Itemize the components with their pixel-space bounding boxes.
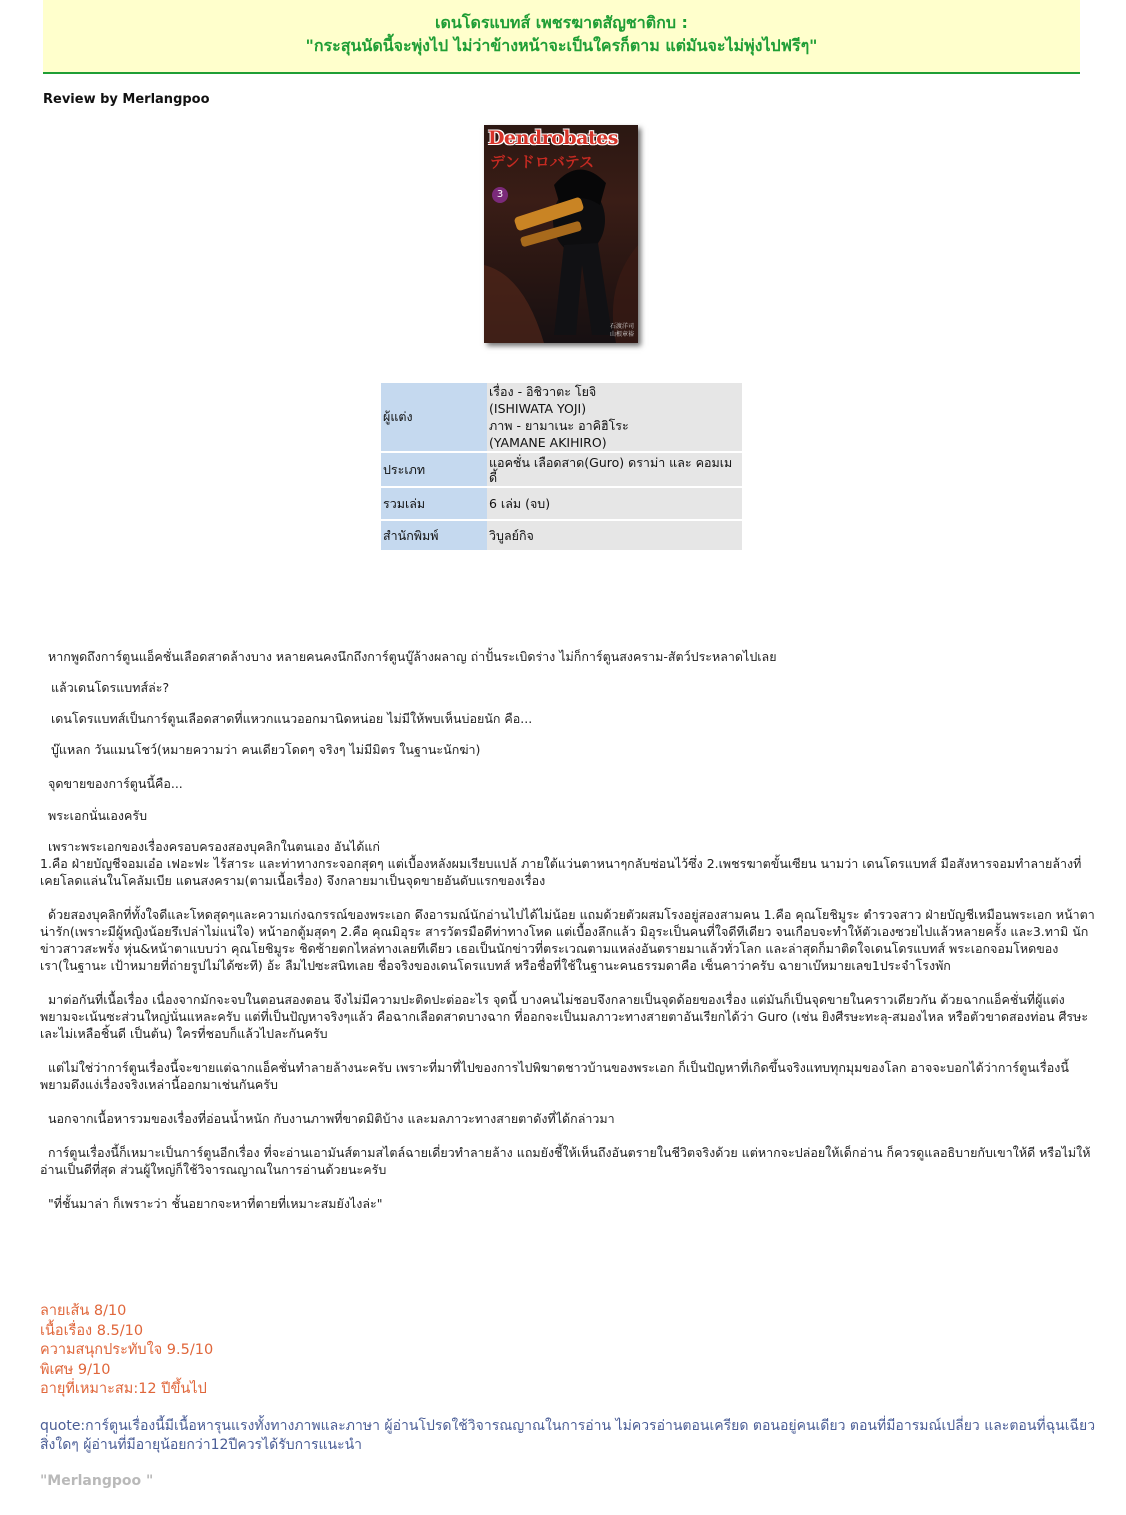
info-label-publisher: สำนักพิมพ์ [381,521,487,550]
info-row-volumes [381,488,742,519]
info-value-author [487,383,742,451]
review-paragraph: บู๊แหลก วันแมนโชว์(หมายความว่า คนเดียวโดดๆ จริงๆ ไม่มีมิตร ในฐานะนักฆ่า) [51,742,481,757]
review-author: Review by Merlangpoo [43,92,210,107]
rating-age: อายุที่เหมาะสม:12 ปีขึ้นไป [40,1381,207,1397]
info-value-publisher: วิบูลย์กิจ [487,521,742,550]
review-paragraph: เพราะพระเอกของเรื่องครอบครองสองบุคลิกในตนเอง อันได้แก่ [48,839,380,854]
info-row-genre [381,453,742,486]
rating-line-art: ลายเส้น 8/10 [40,1303,127,1319]
review-closing-quote: "ที่ชั้นมาล่า ก็เพราะว่า ชั้นอยากจะหาที่ตายที่เหมาะสมยังไงล่ะ" [48,1196,383,1211]
review-body [40,648,1095,1212]
author-line: (ISHIWATA YOJI) [489,401,587,416]
review-paragraph: เดนโดรแบทส์เป็นการ์ตูนเลือดสาดที่แหวกแนวออกมานิดหน่อย ไม่มีให้พบเห็นบ่อยนัก คือ... [51,711,533,726]
rating-story: เนื้อเรื่อง 8.5/10 [40,1322,144,1339]
warning-quote: quote:การ์ตูนเรื่องนี้มีเนื้อหารุนแรงทั้งทางภาพและภาษา ผู้อ่านโปรดใช้วิจารณญาณในการอ่าน ไม่ควรอ่านตอนเครียด ตอนอยู่คนเดียว ตอนที่มีอารมณ์เปลี่ยว และตอนที่ฉุนเฉียวสิ่งใดๆ ผู้อ่านที่มีอายุน้อยกว่า12ปีควรได้รับการแนะนำ [40,1418,1096,1453]
cover-title: Dendrobates [488,127,619,149]
review-paragraph: แต่ไม่ใช่ว่าการ์ตูนเรื่องนี้จะขายแต่ฉากแอ็คชั่นทำลายล้างนะครับ เพราะที่มาที่ไปของการไปพิฆาตชาวบ้านของพระเอก ก็เป็นปัญหาที่เกิดขึ้นจริงแทบทุกมุมของโลก อาจจะบอกได้ว่าการ์ตูนเรื่องนี้พยามดึงแง่เรื่องจริงเหล่านี้ออกมาเช่นกันครับ [40,1060,1069,1092]
rating-special: พิเศษ 9/10 [40,1361,111,1378]
review-paragraph: 1.คือ ฝ่ายบัญชีจอมเอ๋อ เฟอะฟะ ไร้สาระ และท่าทางกระจอกสุดๆ แต่เบื้องหลังผมเรียบแปล้ ภายใต้แว่นตาหนาๆกลับซ่อนไว้ซึ่ง 2.เพชรฆาตขั้นเซียน นามว่า เดนโดรแบทส์ มือสังหารจอมทำลายล้างที่เคยโลดแล่นในโคลัมเบีย แดนสงคราม(ตามเนื้อเรื่อง) จึงกลายมาเป็นจุดขายอันดับแรกของเรื่อง [40,856,1082,888]
review-paragraph: หากพูดถึงการ์ตูนแอ็คชั่นเลือดสาดล้างบาง หลายคนคงนึกถึงการ์ตูนบู๊ล้างผลาญ ถ่าปั้นระเบิดร่าง ไม่ก็การ์ตูนสงคราม-สัตว์ประหลาดไปเลย [48,649,777,664]
review-paragraph: การ์ตูนเรื่องนี้ก็เหมาะเป็นการ์ตูนอีกเรื่อง ที่จะอ่านเอามันส์ตามสไตล์ฉายเดี่ยวทำลายล้าง แถมยังชี้ให้เห็นถึงอันตรายในชีวิตจริงด้วย แต่หากจะปล่อยให้เด็กอ่าน ก็ควรดูแลอธิบายกับเขาให้ดี หรือไม่ให้อ่านเป็นดีที่สุด ส่วนผู้ใหญ่ก็ใช้วิจารณญาณในการอ่านด้วยนะครับ [40,1145,1091,1177]
info-row-publisher [381,521,742,550]
page-tagline: "กระสุนนัดนี้จะพุ่งไป ไม่ว่าข้างหน้าจะเป็นใครก็ตาม แต่มันจะไม่พุ่งไปฟรีๆ" [305,36,818,55]
cover-image [484,125,638,343]
review-paragraph: พระเอกนั่นเองครับ [48,808,147,823]
info-row-author [381,383,742,451]
page-header [43,0,1080,74]
review-paragraph: จุดขายของการ์ตูนนี้คือ... [48,776,183,791]
author-line: ภาพ - ยามาเนะ อาคิฮิโระ [489,418,629,433]
info-value-volumes: 6 เล่ม (จบ) [487,488,742,519]
author-line: เรื่อง - อิชิวาตะ โยจิ [489,384,597,399]
ratings-block [40,1302,213,1400]
review-paragraph: นอกจากเนื้อหารวมของเรื่องที่อ่อนน้ำหนัก กับงานภาพที่ขาดมิติบ้าง และมลภาวะทางสายตาดังที่ได้กล่าวมา [48,1111,615,1126]
page-title: เดนโดรแบทส์ เพชรฆาตสัญชาติกบ : [435,13,688,32]
cover-credits [590,323,634,339]
cover-volume-badge: 3 [492,187,508,203]
info-value-genre: แอคชั่น เลือดสาด(Guro) ดราม่า และ คอมเมดี้ [487,453,742,486]
cover-credit-artist: 山根章裕 [609,331,634,338]
cover-subtitle: デンドロバテス [490,153,595,171]
info-table [381,381,742,552]
review-paragraph: มาต่อกันที่เนื้อเรื่อง เนื่องจากมักจะจบในตอนสองตอน จึงไม่มีความปะติดปะต่ออะไร จุดนี้ บางคนไม่ชอบจึงกลายเป็นจุดด้อยของเรื่อง แต่มันก็เป็นจุดขายในคราวเดียวกัน ด้วยฉากแอ็คชั่นที่ผู้แต่งพยามจะเน้นซะส่วนใหญ่นั่นแหละครับ แต่ที่เป็นปัญหาจริงๆแล้ว คือฉากเลือดสาดบางฉาก ที่ออกจะเป็นมลภาวะทางสายตาอันเรียกได้ว่า Guro (เช่น ยิงศีรษะทะลุ-สมองไหล หรือตัวขาดสองท่อน ศีรษะเละไม่เหลือชิ้นดี เป็นต้น) ใครที่ชอบก็แล้วไปละกันครับ [40,992,1089,1041]
review-paragraph: ด้วยสองบุคลิกที่ทั้งใจดีและโหดสุดๆและความเก่งฉกรรณ์ของพระเอก ดึงอารมณ์นักอ่านไปได้ไม่น้อย แถมด้วยตัวผสมโรงอยู่สองสามคน 1.คือ คุณโยชิมูระ ตำรวจสาว ฝ่ายบัญชีเหมือนพระเอก หน้าตาน่ารัก(เพราะมีผู้หญิงน้อยรึเปล่าไม่แน่ใจ) หน้าอกตู้มสุดๆ 2.คือ คุณมิอุระ สารวัตรมือดีท่าทางโหด แต่เบื้องลึกแล้ว มิอุระเป็นคนที่ใจดีทีเดียว จนเกือบจะทำให้ตัวเองซวยไปแล้วหลายครั้ง และ3.ทามิ นักข่าวสาวสะพรั่ง หุ่น&หน้าตาแบบว่า คุณโยชิมูระ ชิดซ้ายตกไหล่ทางเลยทีเดียว เธอเป็นนักข่าวที่ตระเวณตามแหล่งอันตรายมาแล้วทั่วโลก และล่าสุดก็มาติดใจเดนโดรแบทส์ พระเอกจอมโหดของเรา(ในฐานะ เป้าหมายที่ถ่ายรูปไม่ได้ซะที) อ้ะ ลืมไปซะสนิทเลย ชื่อจริงของเดนโดรแบทส์ หรือชื่อที่ใช้ในฐานะคนธรรมดาคือ เซ็นคาว่าครับ ฉายาเบ๊หมายเลข1ประจำโรงพัก [40,907,1095,973]
author-line: (YAMANE AKIHIRO) [489,435,607,450]
info-label-genre: ประเภท [381,453,487,486]
signature: "Merlangpoo " [40,1473,154,1489]
rating-fun: ความสนุกประทับใจ 9.5/10 [40,1342,214,1358]
info-label-volumes: รวมเล่ม [381,488,487,519]
review-paragraph: แล้วเดนโดรแบทส์ล่ะ? [51,680,170,695]
info-label-author: ผู้แต่ง [381,383,487,451]
cover-credit-writer: 石渡洋司 [609,323,634,330]
